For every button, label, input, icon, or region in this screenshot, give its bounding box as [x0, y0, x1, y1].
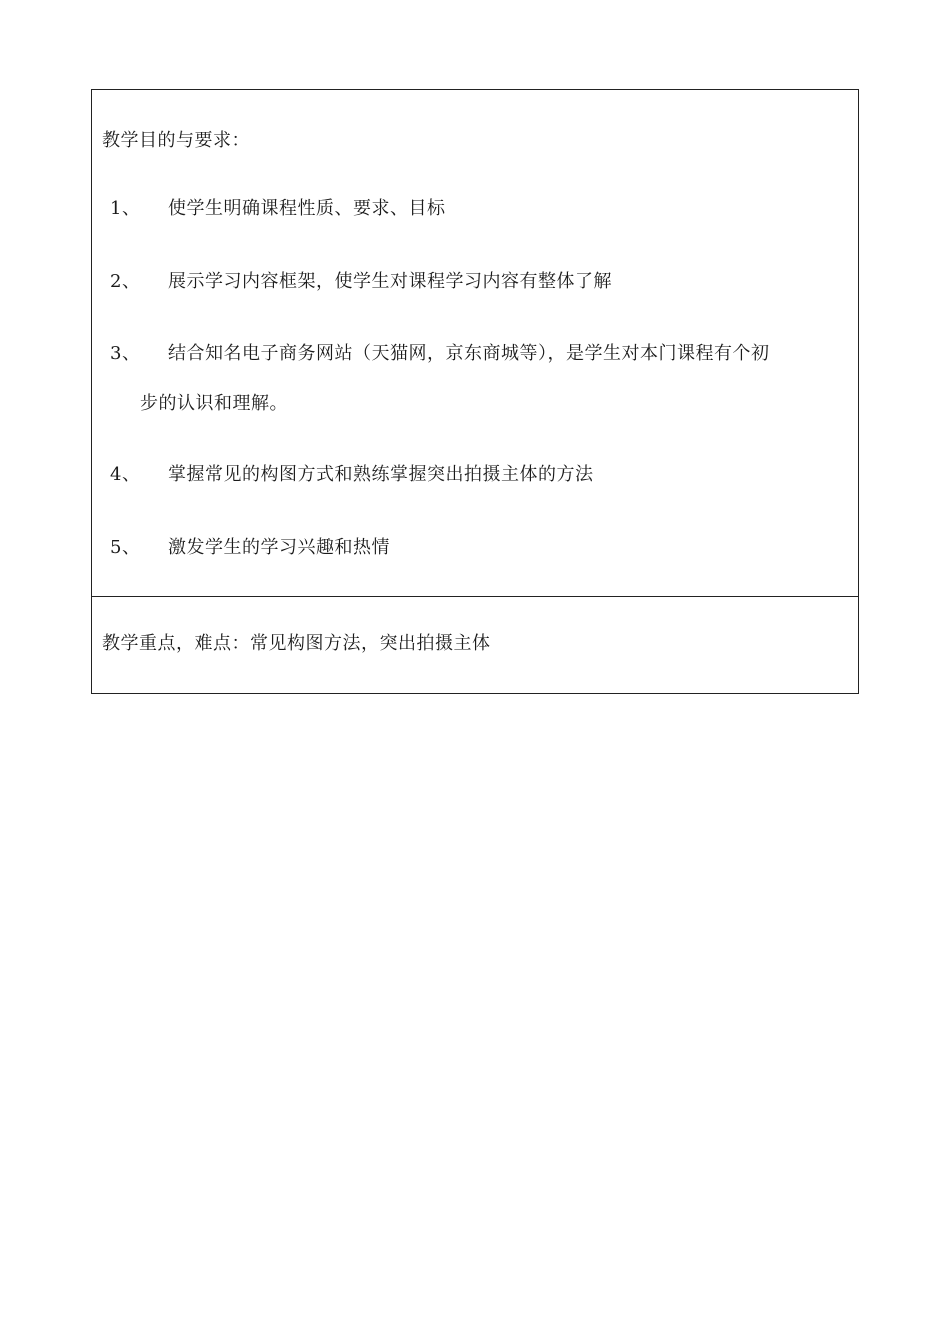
objective-text: 结合知名电子商务网站（天猫网，京东商城等），是学生对本门课程有个初 — [168, 343, 770, 364]
objective-item-3 — [110, 345, 770, 363]
objective-number: 3、 — [110, 343, 141, 364]
objective-item-1 — [110, 200, 446, 218]
objective-text: 激发学生的学习兴趣和热情 — [168, 537, 390, 558]
objective-number: 5、 — [110, 537, 141, 558]
objective-item-3-continuation: 步的认识和理解。 — [140, 393, 288, 414]
objective-item-5 — [110, 539, 390, 557]
objective-number: 1、 — [110, 198, 141, 219]
objective-text: 使学生明确课程性质、要求、目标 — [168, 198, 446, 219]
objective-item-4 — [110, 466, 594, 484]
lesson-plan-table — [91, 89, 859, 694]
keypoints-cell — [92, 597, 858, 693]
objectives-cell — [92, 90, 858, 597]
objective-item-2 — [110, 273, 612, 291]
objectives-heading: 教学目的与要求： — [102, 130, 250, 151]
objective-text: 展示学习内容框架，使学生对课程学习内容有整体了解 — [168, 271, 612, 292]
objective-number: 2、 — [110, 271, 141, 292]
keypoints-text: 教学重点，难点：常见构图方法，突出拍摄主体 — [102, 633, 491, 654]
objective-number: 4、 — [110, 464, 141, 485]
objective-text: 掌握常见的构图方式和熟练掌握突出拍摄主体的方法 — [168, 464, 594, 485]
